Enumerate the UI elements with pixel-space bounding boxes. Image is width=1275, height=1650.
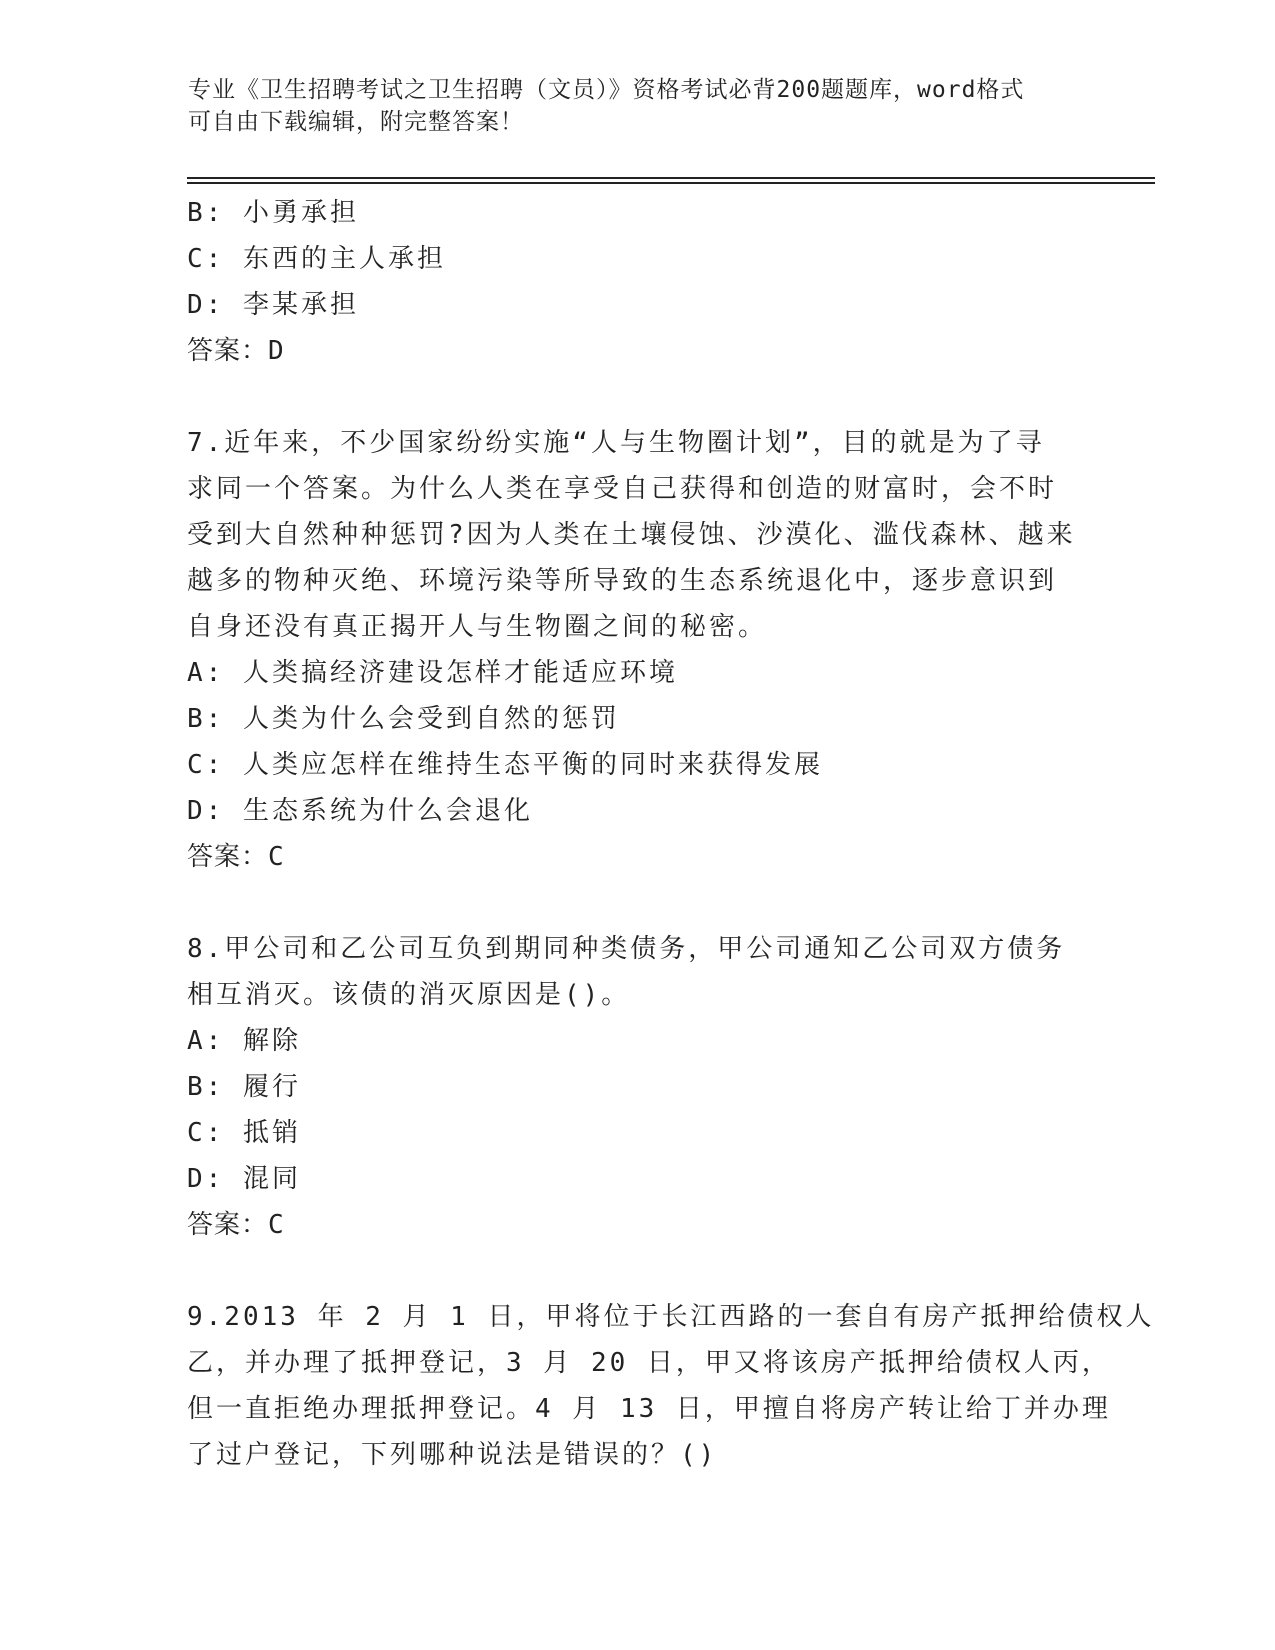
question-content — [187, 190, 1155, 1478]
question-text-line: 7.近年来，不少国家纷纷实施“人与生物圈计划”，目的就是为了寻 — [187, 428, 1045, 458]
question-text-line: 但一直拒绝办理抵押登记。4 月 13 日，甲擅自将房产转让给丁并办理 — [187, 1394, 1111, 1424]
answer: 答案：C — [187, 1210, 285, 1240]
spacer — [187, 374, 1087, 420]
question-7 — [187, 420, 1087, 880]
question-text-line: 越多的物种灭绝、环境污染等所导致的生态系统退化中，逐步意识到 — [187, 566, 1058, 596]
option-b: B: 小勇承担 — [187, 198, 359, 228]
question-text-line: 相互消灭。该债的消灭原因是()。 — [187, 980, 631, 1010]
option-d: D: 混同 — [187, 1164, 301, 1194]
answer: 答案：D — [187, 336, 285, 366]
question-6 — [187, 190, 1087, 374]
spacer — [187, 1248, 1087, 1294]
option-b: B: 人类为什么会受到自然的惩罚 — [187, 704, 620, 734]
option-b: B: 履行 — [187, 1072, 301, 1102]
option-c: C: 东西的主人承担 — [187, 244, 446, 274]
question-text-line: 自身还没有真正揭开人与生物圈之间的秘密。 — [187, 612, 768, 642]
answer: 答案：C — [187, 842, 285, 872]
option-c: C: 抵销 — [187, 1118, 301, 1148]
question-text-line: 8.甲公司和乙公司互负到期同种类债务，甲公司通知乙公司双方债务 — [187, 934, 1066, 964]
question-text-line: 求同一个答案。为什么人类在享受自己获得和创造的财富时，会不时 — [187, 474, 1058, 504]
option-a: A: 人类搞经济建设怎样才能适应环境 — [187, 658, 678, 688]
header-divider-bottom — [187, 182, 1155, 184]
spacer — [187, 880, 1087, 926]
header-line-2: 可自由下载编辑，附完整答案！ — [188, 109, 524, 135]
question-text-line: 乙，并办理了抵押登记，3 月 20 日，甲又将该房产抵押给债权人丙， — [187, 1348, 1111, 1378]
question-8 — [187, 926, 1087, 1248]
question-text-line: 9.2013 年 2 月 1 日，甲将位于长江西路的一套自有房产抵押给债权人 — [187, 1302, 1155, 1332]
option-d: D: 李某承担 — [187, 290, 359, 320]
header-divider-top — [187, 177, 1155, 179]
question-text-line: 受到大自然种种惩罚?因为人类在土壤侵蚀、沙漠化、滥伐森林、越来 — [187, 520, 1076, 550]
document-header — [188, 74, 1088, 138]
option-c: C: 人类应怎样在维持生态平衡的同时来获得发展 — [187, 750, 823, 780]
option-a: A: 解除 — [187, 1026, 301, 1056]
option-d: D: 生态系统为什么会退化 — [187, 796, 533, 826]
question-text-line: 了过户登记，下列哪种说法是错误的？() — [187, 1440, 718, 1470]
question-9 — [187, 1294, 1155, 1478]
header-line-1: 专业《卫生招聘考试之卫生招聘（文员）》资格考试必背200题题库，word格式 — [188, 77, 1025, 103]
